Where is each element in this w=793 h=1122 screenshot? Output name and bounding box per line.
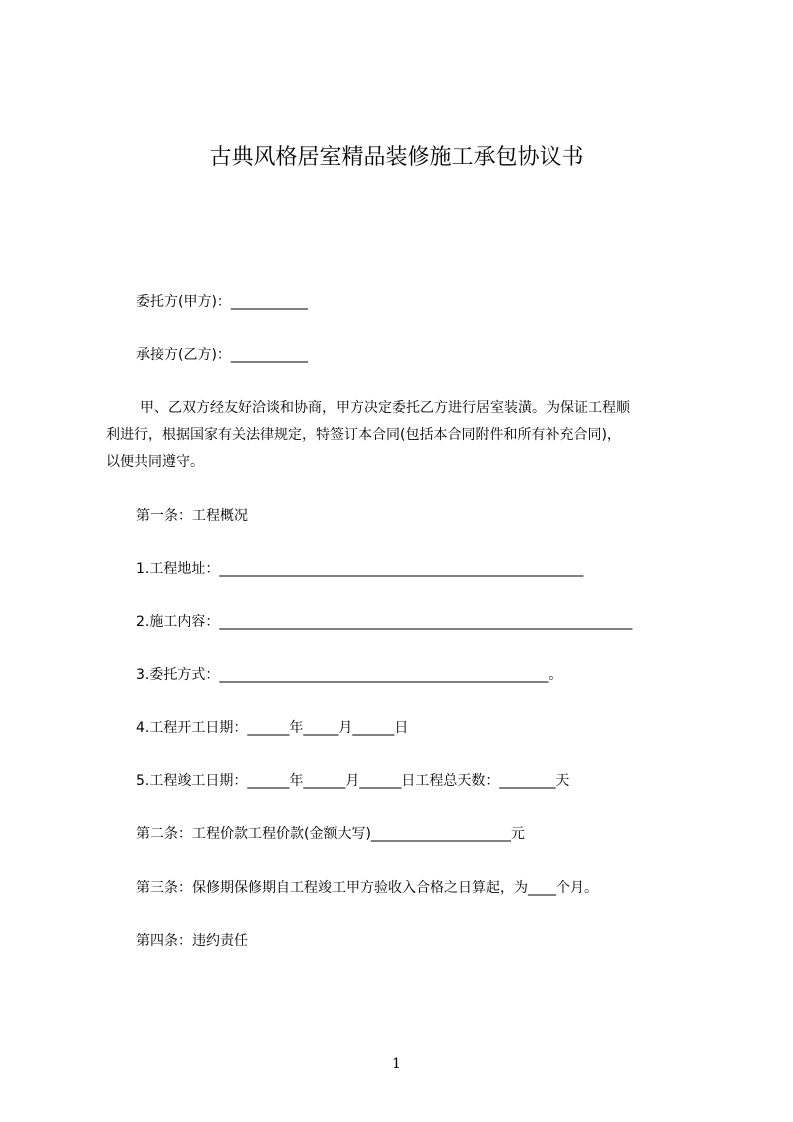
- document-title: 古典风格居室精品装修施工承包协议书: [209, 145, 584, 170]
- intro-line-3: 以便共同遵守。: [106, 454, 204, 470]
- page-number: 1: [392, 1056, 401, 1072]
- article-3-warranty: 第三条：保修期保修期自工程竣工甲方验收入合格之日算起，为____个月。: [136, 880, 598, 896]
- item-5-end-date: 5.工程竣工日期：______年______月______日工程总天数：________天: [136, 773, 570, 789]
- article-1-heading: 第一条：工程概况: [136, 508, 248, 524]
- intro-line-1: 甲、乙双方经友好洽谈和协商，甲方决定委托乙方进行居室装潢。为保证工程顺: [140, 400, 630, 416]
- item-3-method: 3.委托方式：_______________________________________________。: [136, 667, 563, 683]
- party-b-line: 承接方(乙方)：___________: [136, 347, 308, 363]
- article-2-price: 第二条：工程价款工程价款(金额大写)____________________元: [136, 826, 525, 842]
- item-2-content: 2.施工内容：___________________________________________________________: [136, 614, 633, 630]
- intro-line-2: 利进行，根据国家有关法律规定，特签订本合同(包括本合同附件和所有补充合同)，: [106, 427, 621, 443]
- item-1-address: 1.工程地址：____________________________________________________: [136, 561, 584, 577]
- item-4-start-date: 4.工程开工日期：______年_____月______日: [136, 720, 409, 736]
- article-4-heading: 第四条：违约责任: [136, 933, 248, 949]
- party-a-line: 委托方(甲方)：___________: [136, 294, 308, 310]
